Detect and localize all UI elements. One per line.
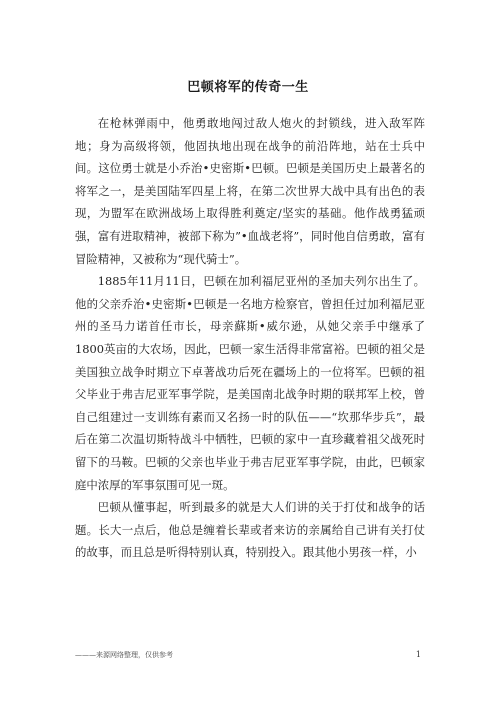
paragraph: 在枪林弹雨中，他勇敢地闯过敌人炮火的封锁线，进入敌军阵地；身为高级将领，他固执地出现在战争的前沿阵地，站在士兵中间。这位勇士就是小乔治•史密斯•巴顿。巴顿是美国历史上最著名的将军之一，是美国陆军四星上将，在第二次世界大战中具有出色的表现，为盟军在欧洲战场上取得胜利奠定/坚实的基础。他作战勇猛顽强，富有进取精神，被部下称为”•血战老将”，同时他自信勇敢，富有冒险精神，又被称为“现代骑士”。 bbox=[75, 116, 425, 266]
footer-source-note: ———来源网络整理，仅供参考 bbox=[75, 651, 173, 659]
document-body bbox=[75, 112, 425, 564]
paragraph: 巴顿从懂事起，听到最多的就是大人们讲的关于打仗和战争的话题。长大一点后，他总是缠着长辈或者来访的亲属给自己讲有关打仗的故事，而且总是听得特别认真，特别投入。跟其他小男孩一样，小 bbox=[75, 500, 425, 560]
paragraph: 1885年11月11日，巴顿在加利福尼亚州的圣加夫列尔出生了。他的父亲乔治•史密斯•巴顿是一名地方检察官，曾担任过加利福尼亚州的圣马力诺首任市长，母亲蘇斯•威尔逊，从她父亲手中继承了1800英亩的大农场，因此，巴顿一家生活得非常富裕。巴顿的祖父是美国独立战争时期立下卓著战功后死在疆场上的一位将军。巴顿的祖父毕业于弗吉尼亚军事学院，是美国南北战争时期的联邦军上校，曾自己组建过一支训练有素而又名扬一时的队伍——“坎那华步兵”，最后在第二次温切斯特战斗中牺牲，巴顿的家中一直珍藏着祖父战死时留下的马鞍。巴顿的父亲也毕业于弗吉尼亚军事学院，由此，巴顿家庭中浓厚的军事氛围可见一斑。 bbox=[75, 274, 425, 492]
page-number: 1 bbox=[415, 650, 421, 659]
document-title: 巴顿将军的传奇一生 bbox=[187, 80, 309, 95]
